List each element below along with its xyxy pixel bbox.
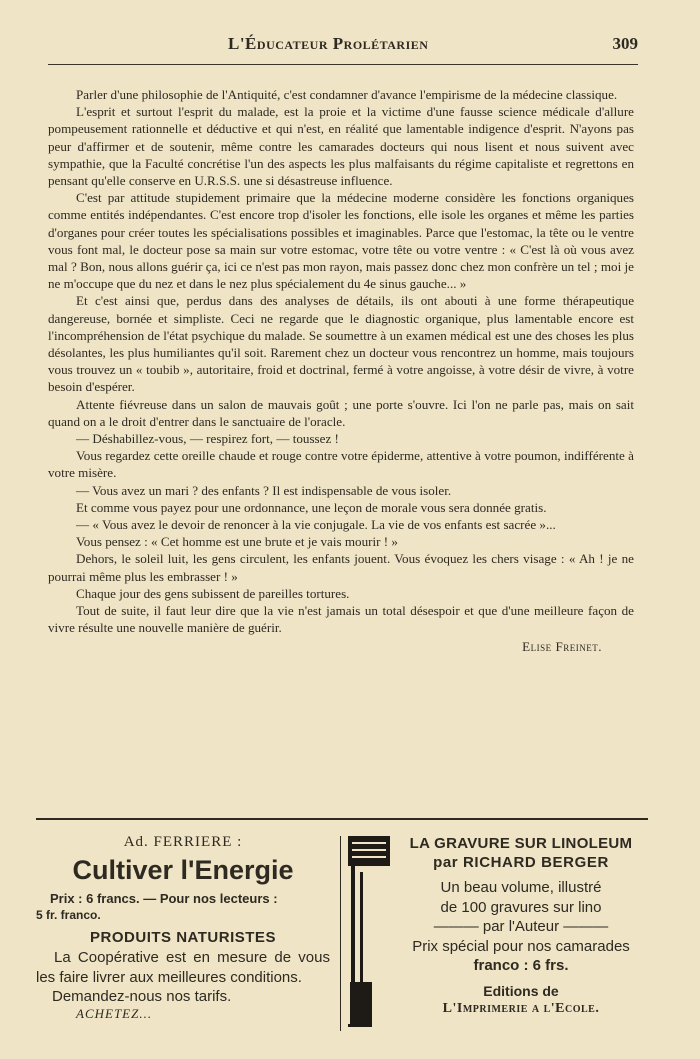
paragraph: Vous pensez : « Cet homme est une brute et je vais mourir ! » [76,534,398,550]
paragraph: L'esprit et surtout l'esprit du malade, est la proie et la victime d'une fausse science médicale d'allure pompeusement rationnelle et déductive et qui n'est, en réalité que lamentable indigence d'esprit. N'ayons pas peur d'affirmer et de soutenir, même contre les camarades docteurs qui nous lisent et nous suivent avec sympathie, que la Faculté concrétise l'un des aspects les plus malfaisants du régime capitaliste et regrettons en pensant qu'elle conserve en U.R.S.S. une si désastreuse influence. [48,104,634,189]
advertisement-energie [36,834,330,1022]
ad-request: Demandez-nous nos tarifs. [52,988,232,1005]
ad-price-line: Prix : 6 francs. — Pour nos lecteurs : [50,891,278,906]
ad-book-title: Cultiver l'Energie [72,855,294,885]
ad-price [36,891,330,923]
paragraph: Et c'est ainsi que, perdus dans des analyses de détails, ils ont abouti à une forme thérapeutique dangereuse, bornée et simpliste. Ceci ne regarde que le diagnostic organique, plus lamentable encore est l'incompréhension de l'état psychique du malade. Se soumettre à un examen médical est une des choses les plus désolantes, les plus humiliantes qu'il soit. Rarement chez un docteur vous rencontrez un homme, mais toujours vous trouvez un « toubib », autoritaire, froid et doctrinal, fermé à votre angoisse, à votre désir de vivre, à votre besoin d'espérer. [48,293,634,395]
paragraph: Parler d'une philosophie de l'Antiquité, c'est condamner d'avance l'empirisme de la médecine classique. [76,87,618,102]
ad-price: franco : 6 frs. [473,957,569,974]
column-divider [340,836,341,1031]
article [48,86,634,655]
paragraph: C'est par attitude stupidement primaire que la médecine moderne considère les fonctions organiques comme entités indépendantes. C'est encore trop d'isoler les fonctions, elle isole les organes et même les parties d'organes pour créer toutes les spécialisations possibles et imaginables. Parce que l'estomac, la tête ou le ventre vous font mal, le docteur pose sa main sur votre estomac, votre tête ou votre ventre : « C'est là où vous avez mal ? Bon, nous allons guérir ça, ici ce n'est pas mon rayon, mais passez donc chez mon confrère un tel ; moi je ne m'occupe que du nez et dans le nez plus spécialement du 4e sinus gauche... » [48,190,634,292]
paragraph: Dehors, le soleil luit, les gens circulent, les enfants jouent. Vous évoquez les chers visage : « Ah ! je ne pourrai même plus les embrasser ! » [48,551,634,584]
ad-line: Prix spécial pour nos camarades [412,937,630,955]
running-header [48,34,638,65]
ad-publisher-name: L'Imprimerie a l'Ecole. [442,1000,600,1016]
ad-heading: PRODUITS NATURISTES [90,929,276,946]
ad-title: LA GRAVURE SUR LINOLEUM [409,835,633,852]
journal-title: L'Éducateur Prolétarien [228,34,429,53]
paragraph: — Vous avez un mari ? des enfants ? Il est indispensable de vous isoler. [76,482,452,498]
ad-line: ——— par l'Auteur ——— [433,918,609,935]
paragraph: Chaque jour des gens subissent de pareilles tortures. [76,585,350,601]
ad-line: de 100 gravures sur lino [440,898,602,916]
ad-byline: par RICHARD BERGER [433,854,609,871]
ad-publisher: Editions de [483,982,559,999]
paragraph: — Déshabillez-vous, — respirez fort, — toussez ! [76,431,339,447]
paragraph: — « Vous avez le devoir de renoncer à la vie conjugale. La vie de vos enfants est sacrée »... [76,517,556,533]
paragraph: Attente fiévreuse dans un salon de mauvais goût ; une porte s'ouvre. Ici l'on ne parle pas, mais on sait quand on a le droit d'entrer dans le sanctuaire de l'oracle. [48,396,634,429]
paragraph: Tout de suite, il faut leur dire que la vie n'est jamais un total désespoir et que d'une meilleure façon de vivre résulte une nouvelle manière de guérir. [48,603,634,636]
author-signature: Elise Freinet. [522,638,602,654]
ad-call-to-action: ACHETEZ... [76,1006,153,1021]
ad-body: La Coopérative est en mesure de vous les faire livrer aux meilleures conditions. [36,949,330,986]
paragraph: Et comme vous payez pour une ordonnance, une leçon de morale vous sera donnée gratis. [76,499,547,515]
linocut-ornament-icon [348,836,392,1031]
paragraph: Vous regardez cette oreille chaude et rouge contre votre épiderme, attentive à votre poumon, indifférente à votre misère. [48,448,634,481]
ad-line: Un beau volume, illustré [440,879,602,896]
ad-author: Ad. FERRIERE : [123,834,243,850]
advertisement-gravure [398,834,644,1017]
section-divider [36,818,648,820]
ad-price-line: 5 fr. franco. [36,908,101,922]
page-number: 309 [612,34,638,53]
